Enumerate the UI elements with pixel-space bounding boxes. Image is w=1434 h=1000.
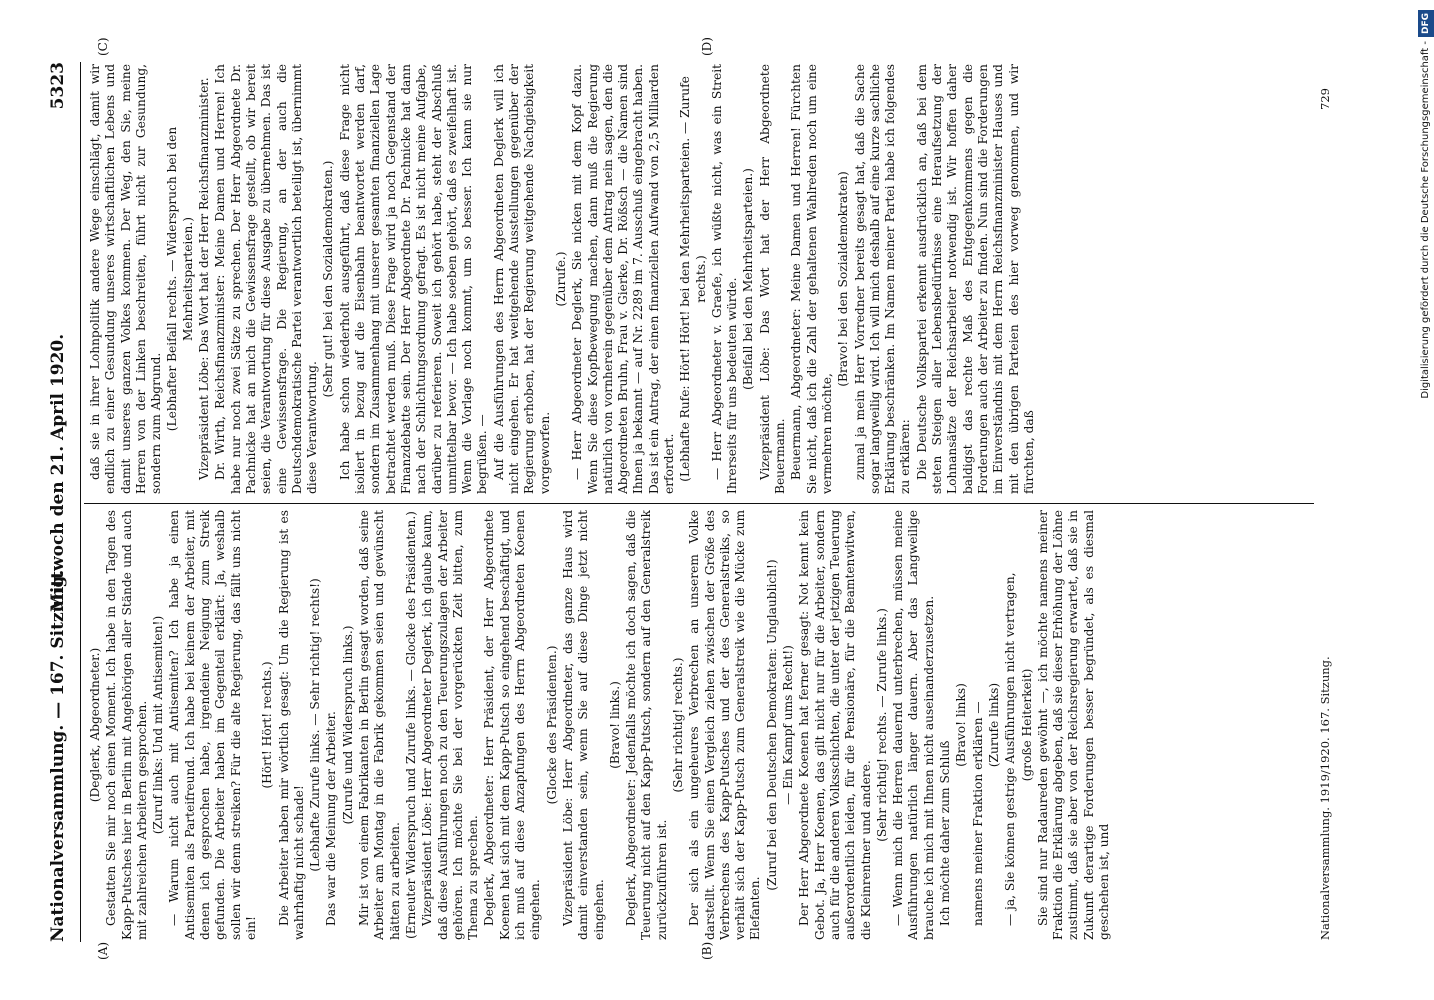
page-header	[48, 62, 74, 942]
paragraph: Mir ist von einem Fabrikanten in Berlin gesagt worden, daß seine Arbeiter am Montag in die Fabrik gekommen seien und gewünscht hätten zu arbeiten.	[357, 510, 402, 940]
paragraph: Der sich als ein ungeheures Verbrechen an unserem Volke darstellt. Wenn Sie einen Vergleich ziehen zwischen der Größe des Verbrechens des Kapp-Putsches und der des Generalstreiks, so verhält sich der Kapp-Putsch zum Generalstreik wie die Mücke zum Elefanten.	[687, 510, 763, 940]
margin-marker-a: (A)	[96, 941, 110, 960]
paragraph: Vizepräsident Löbe: Herr Abgeordneter Deglerk, ich glaube kaum, daß diese Ausführungen noch zu den Teuerungszulagen der Arbeiter gehören. Ich möchte Sie bei der vorgerückten Zeit bitten, zum Thema zu sprechen.	[420, 510, 481, 940]
paragraph: (Zurufe.)	[553, 251, 568, 307]
digitization-credit	[1418, 10, 1434, 1000]
credit-text-wrap	[1418, 10, 1434, 1000]
paragraph: namens meiner Fraktion erklären —	[970, 701, 985, 926]
footer-sheet-number: 729	[1318, 88, 1332, 110]
paragraph: Vizepräsident Löbe: Das Wort hat der Herr Reichsfinanzminister.	[197, 77, 212, 480]
margin-marker-c: (C)	[96, 37, 110, 56]
paragraph: (Zurufe links)	[986, 682, 1001, 768]
paragraph: Das war die Meinung der Arbeiter.	[324, 711, 339, 926]
paragraph: (große Heiterkeit)	[1019, 668, 1034, 782]
paragraph: — Warum nicht auch mit Antisemiten? Ich habe ja einen Antisemiten als Parteifreund. Ich habe bei keinem der Arbeiter, mit denen ich gesprochen habe, irgendeine Neigung zum Streik gefunden. Die Arbeiter haben im Gegenteil erklärt: Ja, weshalb sollen wir denn streiken? Für die alte Regierung, das fällt uns nicht ein!	[167, 510, 258, 940]
paragraph: (Hört! Hört! rechts.)	[260, 661, 275, 789]
header-date: Mittwoch den 21. April 1920.	[48, 333, 68, 612]
paragraph: (Sehr richtig! rechts.)	[670, 657, 685, 793]
text-column-right	[88, 64, 1308, 494]
paragraph: (Zuruf bei den Deutschen Demokraten: Unglaublich!)	[764, 559, 779, 891]
paragraph: Die Deutsche Volkspartei erkennt ausdrücklich an, daß bei dem steten Steigen aller Lebensbedürfnisse eine Heraufsetzung der Lohnansätze der Reichsarbeiter notwendig ist. Wir hoffen daher baldigst das rechte Maß des Entgegenkommens gegen die Forderungen auch der Arbeiter zu finden. Nun sind die Forderungen im Einverständnis mit dem Herrn Reichsfinanzminister Hauses und mit den übrigen Parteien des hier vorweg genommen, und wir fürchten, daß	[914, 64, 1036, 494]
paragraph: Vizepräsident Löbe: Herr Abgeordneter, das ganze Haus wird damit einverstanden sein, wenn Sie auf diese Dinge jetzt nicht eingehen.	[560, 510, 606, 940]
paragraph: Dr. Wirth, Reichsfinanzminister: Meine Damen und Herren! Ich habe nur noch zwei Sätze zu sprechen. Der Herr Abgeordnete Dr. Pachnicke hat an mich die Gewissensfrage gestellt, ob wir bereit seien, die Verantwortung für diese Ausgabe zu übernehmen. Das ist eine Gewissensfrage. Die Regierung, an der auch die Deutschdemokratische Partei verantwortlich beteiligt ist, übernimmt diese Verantwortung.	[213, 64, 320, 494]
margin-marker-d: (D)	[700, 37, 714, 56]
paragraph: (Sehr gut! bei den Sozialdemokraten.)	[321, 160, 336, 398]
credit-text: Digitalisierung gefördert durch die Deutsche Forschungsgemeinschaft -	[1420, 41, 1431, 399]
paragraph: Der Herr Abgeordnete Koenen hat ferner gesagt: Not kennt kein Gebot. Ja, Herr Koenen, das gilt nicht nur für die Arbeiter, sondern auch für die anderen Volksschichten, die unter der jetzigen Teuerung außerordentlich leiden, für die Pensionäre, für die Beamtenwitwen, die Kleinrentner und andere.	[797, 510, 873, 940]
header-left: Nationalversammlung. — 167. Sitzung.	[48, 569, 68, 942]
header-page-number: 5323	[48, 62, 68, 110]
dfg-logo: DFG	[1418, 10, 1434, 37]
paragraph: Vizepräsident Löbe: Das Wort hat der Herr Abgeordnete Beuermann.	[757, 64, 788, 494]
paragraph: — Wenn mich die Herren dauernd unterbrechen, müssen meine Ausführungen natürlich länger dauern. Aber das Langweilige brauche ich mich mit Ihnen nicht auseinanderzusetzen.	[891, 510, 936, 940]
paragraph: Gestatten Sie mir noch einen Moment. Ich habe in den Tagen des Kapp-Putsches hier in Berlin mit Angehörigen aller Stände und auch mit zahlreichen Arbeitern gesprochen.	[104, 510, 149, 940]
header-rule	[80, 62, 81, 942]
column-divider	[84, 503, 1314, 504]
paragraph: (Bravo! links.)	[607, 681, 622, 769]
paragraph: daß sie in ihrer Lohnpolitik andere Wege einschlägt, damit wir endlich zu einer Gesundung unseres wirtschaftlichen Lebens und damit unseres ganzen Volkes kommen. Der Weg, den Sie, meine Herren von der Linken beschreiten, führt nicht zur Gesundung, sondern zum Abgrund.	[88, 64, 164, 494]
paragraph: — Herr Abgeordneter Deglerk, Sie nicken mit dem Kopf dazu. Wenn Sie diese Kopfbewegung machen, dann muß die Regierung natürlich von vornherein gegenüber dem Antrag nein sagen, den die Abgeordneten Bruhn, Frau v. Gierke, Dr. Rößsch — die Namen sind Ihnen ja bekannt — auf Nr. 2289 im 7. Ausschuß eingebracht haben. Das ist ein Antrag, der einen finanziellen Aufwand von 2,5 Milliarden erfordert.	[570, 64, 676, 494]
paragraph: zumal ja mein Herr Vorredner bereits gesagt hat, daß die Sache sogar langweilig wird. Ich will mich deshalb auf eine kurze sachliche Erklärung beschränken. Im Namen meiner Partei habe ich folgendes zu erklären:	[852, 64, 913, 494]
paragraph: Ich habe schon wiederholt ausgeführt, daß diese Frage nicht isoliert in bezug auf die Eisenbahn beantwortet werden darf, sondern im Zusammenhang mit unserer gesamten finanziellen Lage betrachtet werden muß. Diese Frage wird ja noch Gegenstand der Finanzdebatte sein. Der Herr Abgeordnete Dr. Pachnicke hat dann nach der Schlichtungsordnung gefragt. Es ist nicht meine Aufgabe, darüber zu referieren. Soweit ich gehört habe, steht der Abschluß unmittelbar bevor. — Ich habe soeben gehört, daß es zweifelhaft ist. Wenn die Vorlage noch kommt, um so besser. Ich kann sie nur begrüßen. —	[337, 64, 490, 494]
paragraph: Die Arbeiter haben mir wörtlich gesagt: Um die Regierung ist es wahrhaftig nicht schade!	[276, 510, 306, 940]
paragraph: (Bravo! bei den Sozialdemokraten)	[836, 171, 851, 387]
paragraph: (Sehr richtig! rechts. — Zurufe links.)	[874, 608, 889, 842]
paragraph: Ich möchte daher zum Schluß	[938, 740, 953, 926]
paragraph: (Erneuter Widerspruch und Zurufe links. — Glocke des Präsidenten.)	[403, 511, 418, 939]
page-footer: Nationalversammlung. 1919/1920. 167. Sitzung.	[1318, 656, 1332, 940]
paragraph: Deglerk, Abgeordneter: Jedenfalls möchte ich doch sagen, daß die Teuerung nicht auf den Kapp-Putsch, sondern auf den Generalstreik zurückzuführen ist.	[624, 510, 669, 940]
paragraph: — ja, Sie können gestrige Ausführungen nicht vertragen,	[1003, 572, 1018, 926]
paragraph: (Lebhafte Zurufe links. — Sehr richtig! rechts!)	[308, 578, 323, 872]
paragraph: — Herr Abgeordneter v. Graefe, ich wüßte nicht, was ein Streit Ihrerseits für uns bedeuten würde.	[709, 64, 740, 494]
paragraph: Deglerk, Abgeordneter: Herr Präsident, der Herr Abgeordnete Koenen hat sich mit dem Kapp-Putsch so eingehend beschäftigt, und ich muß auf diese Anzapfungen des Herrn Abgeordneten Koenen eingehen.	[482, 510, 543, 940]
paragraph: (Zuruf links: Und mit Antisemiten!)	[151, 615, 166, 835]
paragraph: — Ein Kampf ums Recht!)	[781, 645, 796, 805]
paragraph: (Lebhafte Rufe: Hört! Hört! bei den Mehrheitsparteien. — Zurufe rechts.)	[678, 76, 708, 482]
paragraph: (Zurufe und Widerspruch links.)	[340, 625, 355, 825]
paragraph: (Bravo! links)	[954, 683, 969, 767]
paragraph: (Lebhafter Beifall rechts. — Widerspruch bei den Mehrheitsparteien.)	[165, 126, 195, 432]
paragraph: (Glocke des Präsidenten.)	[544, 645, 559, 805]
paragraph: (Beifall bei den Mehrheitsparteien.)	[741, 168, 756, 390]
paragraph: Auf die Ausführungen des Herrn Abgeordneten Deglerk will ich nicht eingehen. Er hat weitgehende Ausstellungen gegenüber der Regierung erhoben, hat der Regierung weitgehende Nachgiebigkeit vorgeworfen.	[491, 64, 552, 494]
text-column-left	[88, 510, 1308, 940]
paragraph: Sie sind nur Radaureden gewöhnt —, ich möchte namens meiner Fraktion die Erklärung abgeben, daß sie dieser Erhöhung der Löhne zustimmt, daß sie aber von der Reichsregierung erwartet, daß sie in Zukunft derartige Forderungen besser begründet, als es diesmal geschehen ist, und	[1035, 510, 1111, 940]
paragraph: Beuermann, Abgeordneter: Meine Damen und Herren! Fürchten Sie nicht, daß ich die Zahl der gehaltenen Wahlreden noch um eine vermehren möchte,	[789, 64, 834, 494]
margin-marker-b: (B)	[700, 941, 714, 960]
paragraph: (Deglerk, Abgeordneter.)	[88, 647, 102, 803]
